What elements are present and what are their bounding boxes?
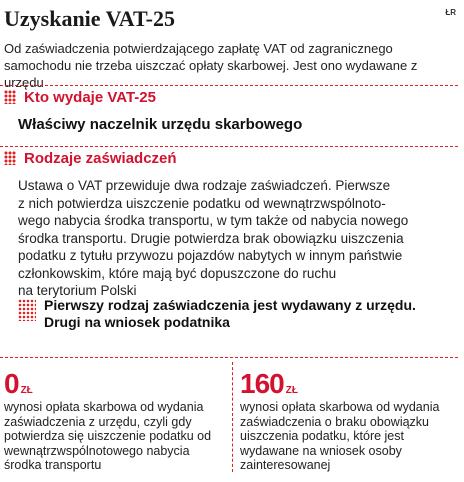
issuer-text: Właściwy naczelnik urzędu skarbowego	[18, 116, 303, 133]
stat-paid-certificate	[240, 368, 440, 473]
section-header-issuer	[0, 85, 458, 108]
stat-value: 160	[240, 368, 284, 399]
body-line: wego nabycia środka transportu, w tym także od nabycia nowego	[18, 213, 409, 228]
dots-icon	[4, 90, 16, 104]
stat-description: wynosi opłata skarbowa od wydania zaświadczenia z urzędu, czyli gdy potwierdza się uiszczenie podatku od wewnątrzwspólnotowego nabycia środka transportu	[4, 400, 212, 472]
section-header-types	[0, 146, 458, 169]
stat-description: wynosi opłata skarbowa od wydania zaświadczenia o braku obowiązku uiszczenia podatku, które jest wydawane na wniosek osoby zainteresowanej	[240, 400, 440, 472]
note-block	[18, 297, 448, 331]
body-paragraph	[18, 177, 448, 300]
section-label: Kto wydaje VAT-25	[24, 88, 156, 106]
column-divider	[232, 362, 233, 472]
body-line: środka transportu. Drugie potwierdza brak obowiązku uiszczenia	[18, 230, 404, 246]
stat-free-certificate	[4, 368, 224, 473]
dots-grid-icon	[18, 299, 36, 321]
body-line: Ustawa o VAT przewiduje dwa rodzaje zaświadczeń. Pierwsze	[18, 178, 391, 193]
section-label: Rodzaje zaświadczeń	[24, 149, 177, 167]
lead-paragraph: Od zaświadczenia potwierdzającego zapłatę VAT od zagranicznego samochodu nie trzeba uiszczać opłaty skarbowej. Jest ono wydawane z urzędu	[4, 41, 418, 90]
body-line: na terytorium Polski	[18, 283, 137, 298]
page-title: Uzyskanie VAT-25	[4, 6, 175, 31]
stat-value: 0	[4, 368, 19, 399]
divider	[0, 357, 458, 358]
note-text: Pierwszy rodzaj zaświadczenia jest wydawany z urzędu. Drugi na wniosek podatnika	[44, 297, 416, 330]
stat-unit: ZŁ	[20, 385, 33, 396]
body-line: członkowskim, które mają być dopuszczone do ruchu	[18, 265, 337, 281]
body-line: z nich potwierdza uiszczenie podatku od wewnątrzwspólnoto-	[18, 195, 386, 211]
body-line: podatku z tytułu przywozu pojazdów nabytych w innym państwie	[18, 248, 403, 263]
brand-logo: ŁR	[445, 8, 456, 17]
stat-unit: ZŁ	[285, 385, 298, 396]
dots-icon	[4, 151, 16, 165]
